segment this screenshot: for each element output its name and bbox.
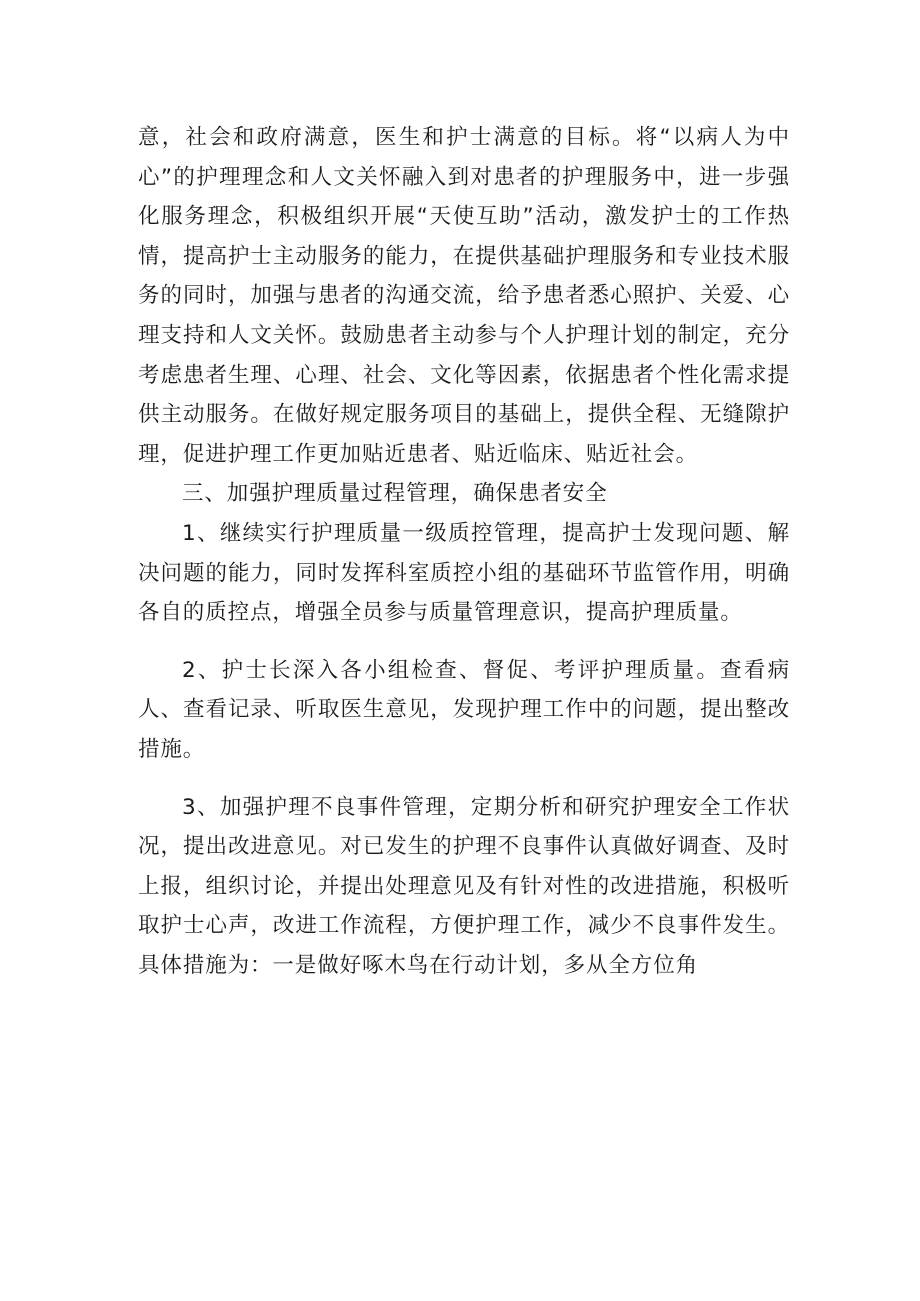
paragraph-item-2: 2、护士长深入各小组检查、督促、考评护理质量。查看病人、查看记录、听取医生意见，发现护理工作中的问题，提出整改措施。 — [138, 657, 790, 762]
paragraph-item-1: 1、继续实行护理质量一级质控管理，提高护士发现问题、解决问题的能力，同时发挥科室质控小组的基础环节监管作用，明确各自的质控点，增强全员参与质量管理意识，提高护理质量。 — [138, 520, 790, 626]
section-heading-3: 三、加强护理质量过程管理，确保患者安全 — [182, 481, 608, 507]
paragraph-item-3: 3、加强护理不良事件管理，定期分析和研究护理安全工作状况，提出改进意见。对已发生的护理不良事件认真做好调查、及时上报，组织讨论，并提出处理意见及有针对性的改进措施，积极听取护士心声，改进工作流程，方便护理工作，减少不良事件发生。具体措施为：一是做好啄木鸟在行动计划，多从全方位角 — [138, 794, 790, 978]
paragraph-continuation: 意，社会和政府满意，医生和护士满意的目标。将“以病人为中心”的护理理念和人文关怀融入到对患者的护理服务中，进一步强化服务理念，积极组织开展“天使互助”活动，激发护士的工作热情，提高护士主动服务的能力，在提供基础护理服务和专业技术服务的同时，加强与患者的沟通交流，给予患者悉心照护、关爱、心理支持和人文关怀。鼓励患者主动参与个人护理计划的制定，充分考虑患者生理、心理、社会、文化等因素，依据患者个性化需求提供主动服务。在做好规定服务项目的基础上，提供全程、无缝隙护理，促进护理工作更加贴近患者、贴近临床、贴近社会。 — [138, 125, 790, 467]
document-body — [138, 118, 790, 985]
